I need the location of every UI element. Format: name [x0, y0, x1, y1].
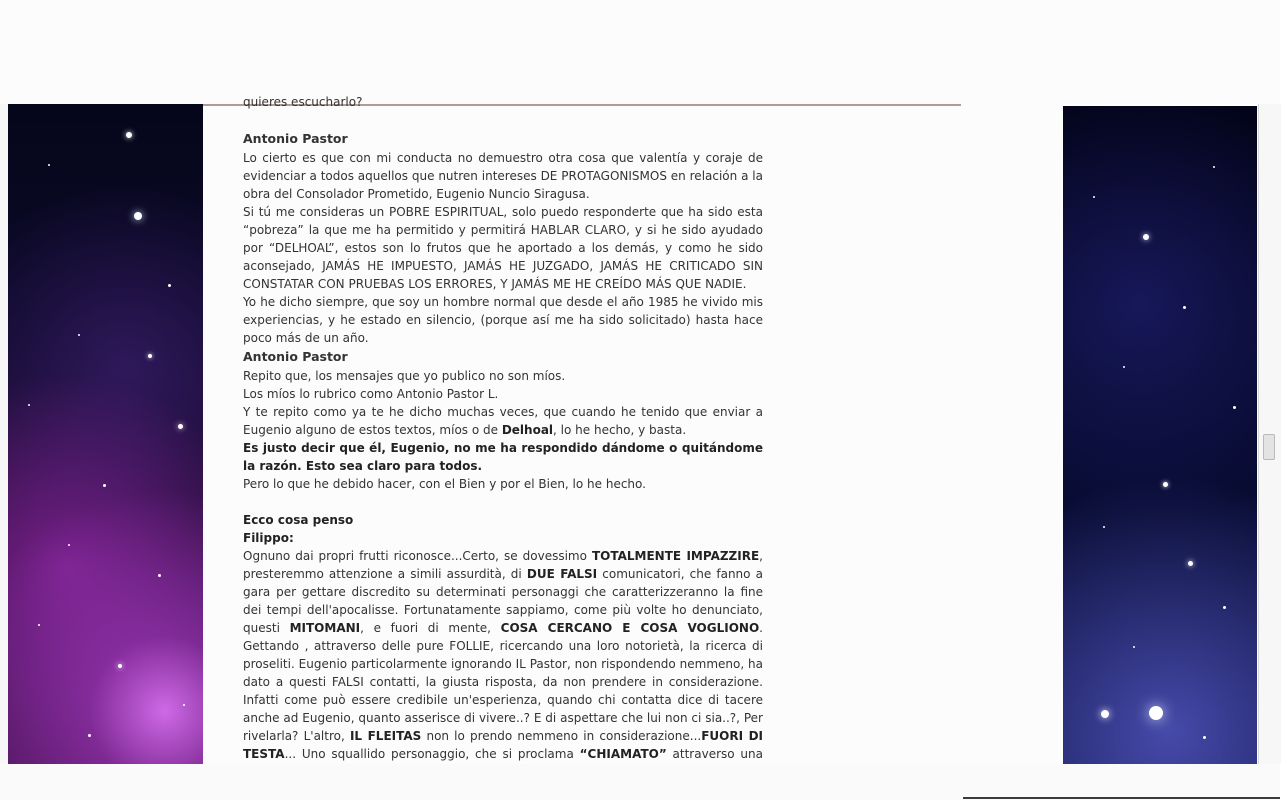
galaxy-background-left [8, 104, 204, 764]
galaxy-background-right [1063, 106, 1257, 764]
paragraph: Y te repito como ya te he dicho muchas veces, que cuando he tenido que enviar a Eugenio alguno de estos textos, míos o de Delhoal, lo he hecho, y basta. [243, 405, 763, 437]
article-page [203, 95, 1063, 764]
clipped-line: quieres escucharlo? [243, 95, 363, 109]
paragraph: Si tú me consideras un POBRE ESPIRITUAL, solo puedo responderte que ha sido esta “pobreza” la que me ha permitido y permitirá HABLAR CLARO, y si he sido ayudado por “DELHOAL”, estos son lo frutos que he aportado a los demás, y como he sido aconsejado, JAMÁS HE IMPUESTO, JAMÁS HE JUZGADO, JAMÁS HE CRITICADO SIN CONSTATAR CON PRUEBAS LOS ERRORES, Y JAMÁS ME HE CREÍDO MÁS QUE NADIE. [243, 205, 763, 291]
bottom-divider [963, 797, 1280, 799]
paragraph: Repito que, los mensajes que yo publico no son míos. [243, 369, 566, 383]
section-heading: Ecco cosa penso [243, 513, 354, 527]
paragraph-bold: Es justo decir que él, Eugenio, no me ha respondido dándome o quitándome la razón. Esto sea claro para todos. [243, 441, 763, 473]
paragraph: Los míos lo rubrico como Antonio Pastor L. [243, 387, 499, 401]
vertical-scrollbar[interactable] [1258, 104, 1281, 764]
speaker-name: Filippo: [243, 531, 294, 545]
bold-term: Delhoal [501, 423, 554, 437]
scrollbar-thumb[interactable] [1263, 434, 1275, 460]
paragraph: Yo he dicho siempre, que soy un hombre normal que desde el año 1985 he vivido mis experiencias, y he estado en silencio, (porque así me ha sido solicitado) hasta hace poco más de un año. [243, 295, 763, 345]
paragraph-italian: Ognuno dai propri frutti riconosce...Certo, se dovessimo TOTALMENTE IMPAZZIRE, presteremmo attenzione a simili assurdità, di DUE FALSI comunicatori, che fanno a gara per gettare discredito su determinati personaggi che caratterizzeranno la fine dei tempi dell'apocalisse. Fortunatamente sappiamo, come più volte ho denunciato, questi MITOMANI, e fuori di mente, COSA CERCANO E COSA VOGLIONO. Gettando , attraverso delle pure FOLLIE, ricercando una loro notorietà, la ricerca di proseliti. Eugenio particolarmente ignorando IL Pastor, non rispondendo nemmeno, ha dato a questi FALSI contatti, la giusta risposta, da non prendere in considerazione. Infatti come può essere credibile un'esperienza, quando chi contatta dice di tacere anche ad Eugenio, quanto asserisce di vivere..? E di aspettare che lui non ci sia..?, Per rivelarla? L'altro, IL FLEITAS non lo prendo nemmeno in considerazione...FUORI DI TESTA... Uno squallido personaggio, che si proclama “CHIAMATO” attraverso una [243, 549, 764, 761]
browser-bottom-area [0, 764, 1280, 800]
speaker-name: Antonio Pastor [243, 349, 348, 364]
article-content [243, 93, 763, 781]
speaker-name: Antonio Pastor [243, 131, 348, 146]
paragraph: Pero lo que he debido hacer, con el Bien y por el Bien, lo he hecho. [243, 477, 646, 491]
paragraph: Lo cierto es que con mi conducta no demuestro otra cosa que valentía y coraje de evidenciar a todos aquellos que nutren intereses DE PROTAGONISMOS en relación a la obra del Consolador Prometido, Eugenio Nuncio Siragusa. [243, 151, 763, 201]
browser-top-area [0, 0, 1280, 104]
